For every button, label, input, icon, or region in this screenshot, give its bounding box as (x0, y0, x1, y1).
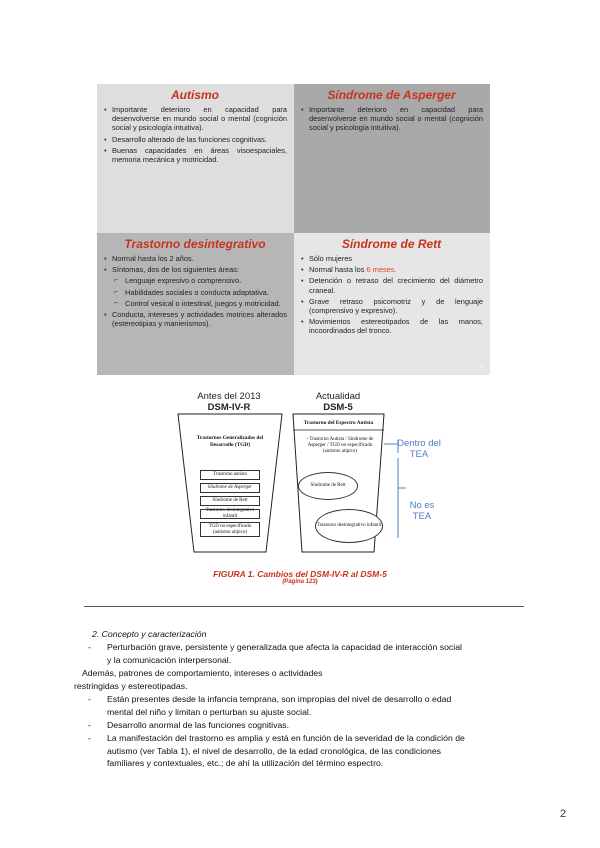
slide-page-mark: P (479, 365, 484, 371)
list-item: • Buenas capacidades en áreas visoespaciales, memoria mecánica y motricidad. (112, 146, 287, 164)
desintegrativo-title: Trastorno desintegrativo (124, 237, 266, 251)
left-head-year: Antes del 2013 (197, 391, 261, 402)
label-dentro-tea: Dentro del TEA (397, 438, 441, 460)
autismo-list (103, 105, 287, 164)
dash-marker: - (88, 733, 91, 743)
item-4-line-a: La manifestación del trastorno es amplia y está en función de la severidad de la condición de (107, 733, 465, 743)
desintegrativo-list (103, 254, 287, 328)
right-sub: - Trastorno Autista / Síndrome de Asperger / TGD no especificado (autismo atípico) (306, 437, 374, 454)
section-heading: 2. Concepto y caracterización (92, 629, 207, 639)
list-item: • Grave retraso psicomotriz y de lenguaje (comprensivo y expresivo). (309, 297, 483, 315)
right-head-version (288, 402, 388, 413)
item-1-line-a: Perturbación grave, persistente y generalizada que afecta la capacidad de interacción social (107, 642, 462, 652)
left-column-head (174, 391, 284, 413)
left-item-rett: Síndrome de Rett (200, 496, 260, 506)
right-head-current: Actualidad (315, 391, 361, 402)
item-2-line-a: Están presentes desde la infancia temprana, son impropias del nivel de desarrollo o edad (107, 694, 452, 704)
asperger-list (300, 105, 483, 133)
sub-list-item: ⌐ Lenguaje expresivo o comprensivo. (125, 276, 287, 285)
body-item-4 (88, 732, 528, 770)
autismo-panel (97, 84, 294, 233)
figure-caption-page: (Página 123) (282, 579, 318, 585)
desintegrativo-panel (97, 233, 294, 375)
list-item: • Conducta, intereses y actividades motrices alterados (estereotipias y manierismos). (112, 310, 287, 328)
list-item: • Movimientos estereotipados de las manos, incoordinados del tronco. (309, 317, 483, 335)
list-item: • Detención o retraso del crecimiento del diámetro craneal. (309, 276, 483, 294)
label-no-es-tea: No es TEA (409, 500, 435, 522)
list-item: • Síntomas, dos de los siguientes áreas: (112, 265, 287, 274)
para-line-a: Además, patrones de comportamiento, intereses o actividades (82, 668, 323, 678)
list-item: • Normal hasta los 2 años. (112, 254, 287, 263)
dsm-diagram (170, 388, 440, 560)
figure-caption: FIGURA 1. Cambios del DSM-IV-R al DSM-5 (213, 569, 387, 579)
right-title: Trastorno del Espectro Autista (303, 420, 374, 426)
slide-quadrant-image (97, 84, 490, 375)
left-item-asperger: Síndrome de Asperger (200, 483, 260, 493)
item-4-line-c: familiares y contextuales, etc.; de ahí la utilización del término espectro. (107, 758, 384, 769)
list-item: • Desarrollo alterado de las funciones cognitivas. (112, 135, 287, 144)
asperger-title: Síndrome de Asperger (327, 88, 456, 102)
dash-marker: - (88, 642, 91, 652)
right-column-head (288, 391, 388, 413)
left-item-desintegrativo: Trastorno desintegrativo infantil (200, 509, 260, 519)
rett-panel (294, 233, 490, 375)
asperger-panel (294, 84, 490, 233)
item-1-line-b: y la comunicación interpersonal. (107, 654, 232, 665)
list-item: • Importante deterioro en capacidad para desenvolverse en mundo social o mental (cognición social y psicología intuitiva). (309, 105, 483, 133)
rett-list (300, 254, 483, 336)
sub-list-item: ⌐ Habilidades sociales o conducta adaptativa. (125, 288, 287, 297)
left-item-tgd: TGD no especificado (autismo atípico) (200, 522, 260, 537)
dash-marker: - (88, 694, 91, 704)
autismo-title: Autismo (171, 88, 219, 102)
right-head-version-text: DSM-5 (323, 402, 353, 413)
item-2-line-b: mental del niño y limitan o perturban su ajuste social. (107, 706, 312, 717)
oval-desintegrativo: Trastorno desintegrativo infantil (315, 509, 383, 543)
left-head-version (174, 402, 284, 413)
body-item-3 (88, 719, 528, 732)
list-item (309, 265, 483, 274)
separator-line (84, 606, 524, 607)
list-item: • Importante deterioro en capacidad para desenvolverse en mundo social o mental (cognición social y psicología intuitiva). (112, 105, 287, 133)
item-4-line-b: autismo (ver Tabla 1), el nivel de desarrollo, de la edad cronológica, de las condiciones (107, 745, 442, 756)
left-item-autista: Trastorno autista (200, 470, 260, 480)
left-title: Trastornos Generalizados del Desarrollo (TGD) (196, 435, 264, 448)
left-head-version-text: DSM-IV-R (207, 402, 251, 413)
oval-rett: Síndrome de Rett (298, 472, 358, 500)
sub-list-item: ⌐ Control vesical o intestinal, juegos y motricidad. (125, 299, 287, 308)
para-line-b: restringidas y estereotipadas. (74, 681, 188, 691)
rett-normal-text: Normal hasta los (309, 265, 367, 275)
list-item: • Sólo mujeres (309, 254, 483, 263)
body-item-2 (88, 693, 528, 718)
rett-title: Síndrome de Rett (341, 237, 442, 251)
dash-marker: - (88, 720, 91, 730)
rett-highlight: 6 meses. (366, 265, 397, 275)
body-item-1 (88, 641, 528, 666)
page-number: 2 (560, 808, 567, 820)
item-3-line: Desarrollo anormal de las funciones cognitivas. (107, 720, 290, 730)
